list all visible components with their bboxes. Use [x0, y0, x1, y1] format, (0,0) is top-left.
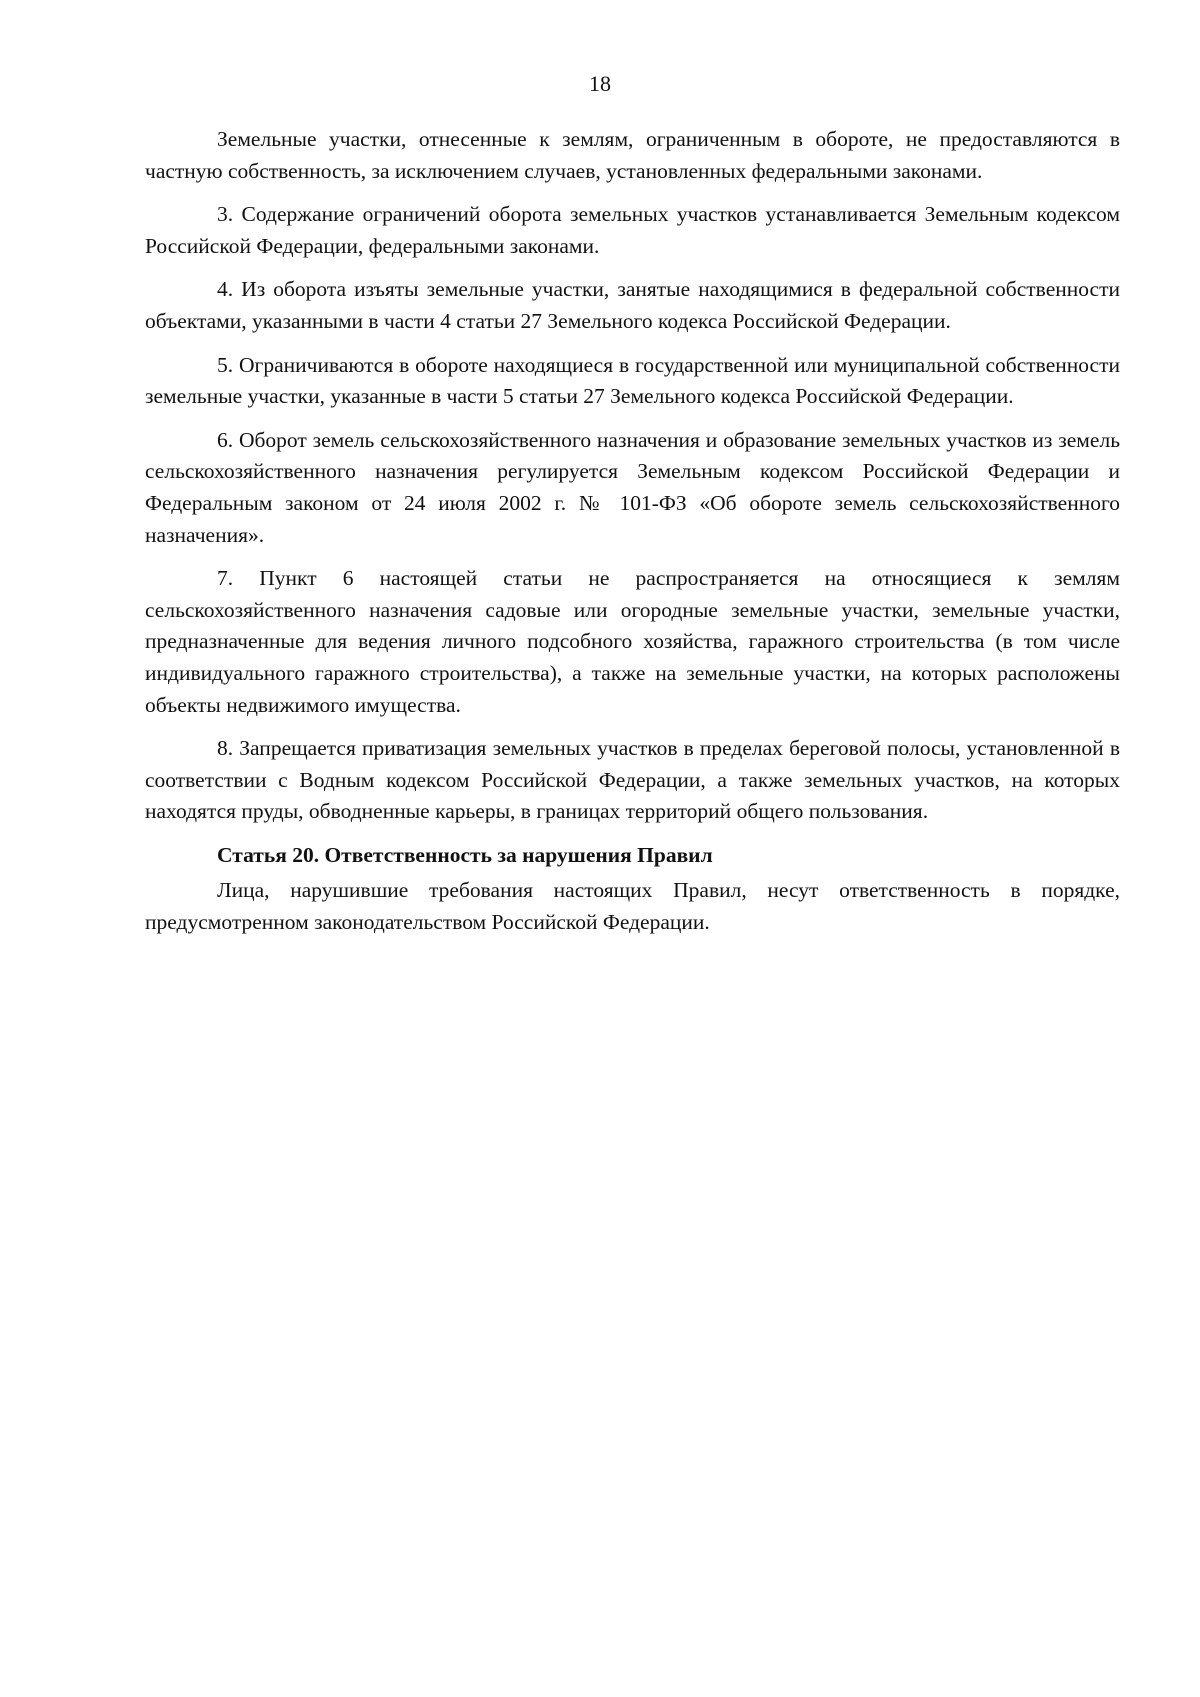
article-20-heading: Статья 20. Ответственность за нарушения Правил — [217, 842, 713, 867]
paragraph-4: 4. Из оборота изъяты земельные участки, занятые находящимися в федеральной собственности объектами, указанными в части 4 статьи 27 Земельного кодекса Российской Федерации. — [145, 277, 1120, 333]
paragraph-7: 7. Пункт 6 настоящей статьи не распространяется на относящиеся к землям сельскохозяйственного назначения садовые или огородные земельные участки, земельные участки, предназначенные для ведения личного подсобного хозяйства, гаражного строительства (в том числе индивидуального гаражного строительства), а также на земельные участки, на которых расположены объекты недвижимого имущества. — [145, 566, 1120, 717]
article-20-text: Лица, нарушившие требования настоящих Правил, несут ответственность в порядке, предусмотренном законодательством Российской Федерации. — [145, 878, 1120, 935]
paragraph-6: 6. Оборот земель сельскохозяйственного назначения и образование земельных участков из земель сельскохозяйственного назначения регулируется Земельным кодексом Российской Федерации и Федеральным законом от 24 июля 2002 г. № 101-ФЗ «Об обороте земель сельскохозяйственного назначения». — [145, 427, 1120, 547]
document-body — [145, 124, 1120, 951]
paragraph-8: 8. Запрещается приватизация земельных участков в пределах береговой полосы, установленной в соответствии с Водным кодексом Российской Федерации, а также земельных участков, на которых находятся пруды, обводненные карьеры, в границах территорий общего пользования. — [145, 736, 1120, 824]
paragraph-3: 3. Содержание ограничений оборота земельных участков устанавливается Земельным кодексом Российской Федерации, федеральными законами. — [145, 202, 1120, 258]
paragraph-5: 5. Ограничиваются в обороте находящиеся в государственной или муниципальной собственности земельные участки, указанные в части 5 статьи 27 Земельного кодекса Российской Федерации. — [145, 352, 1120, 409]
paragraph-restricted-land: Земельные участки, отнесенные к землям, ограниченным в обороте, не предоставляются в частную собственность, за исключением случаев, установленных федеральными законами. — [145, 127, 1120, 183]
page-number: 18 — [589, 71, 611, 96]
